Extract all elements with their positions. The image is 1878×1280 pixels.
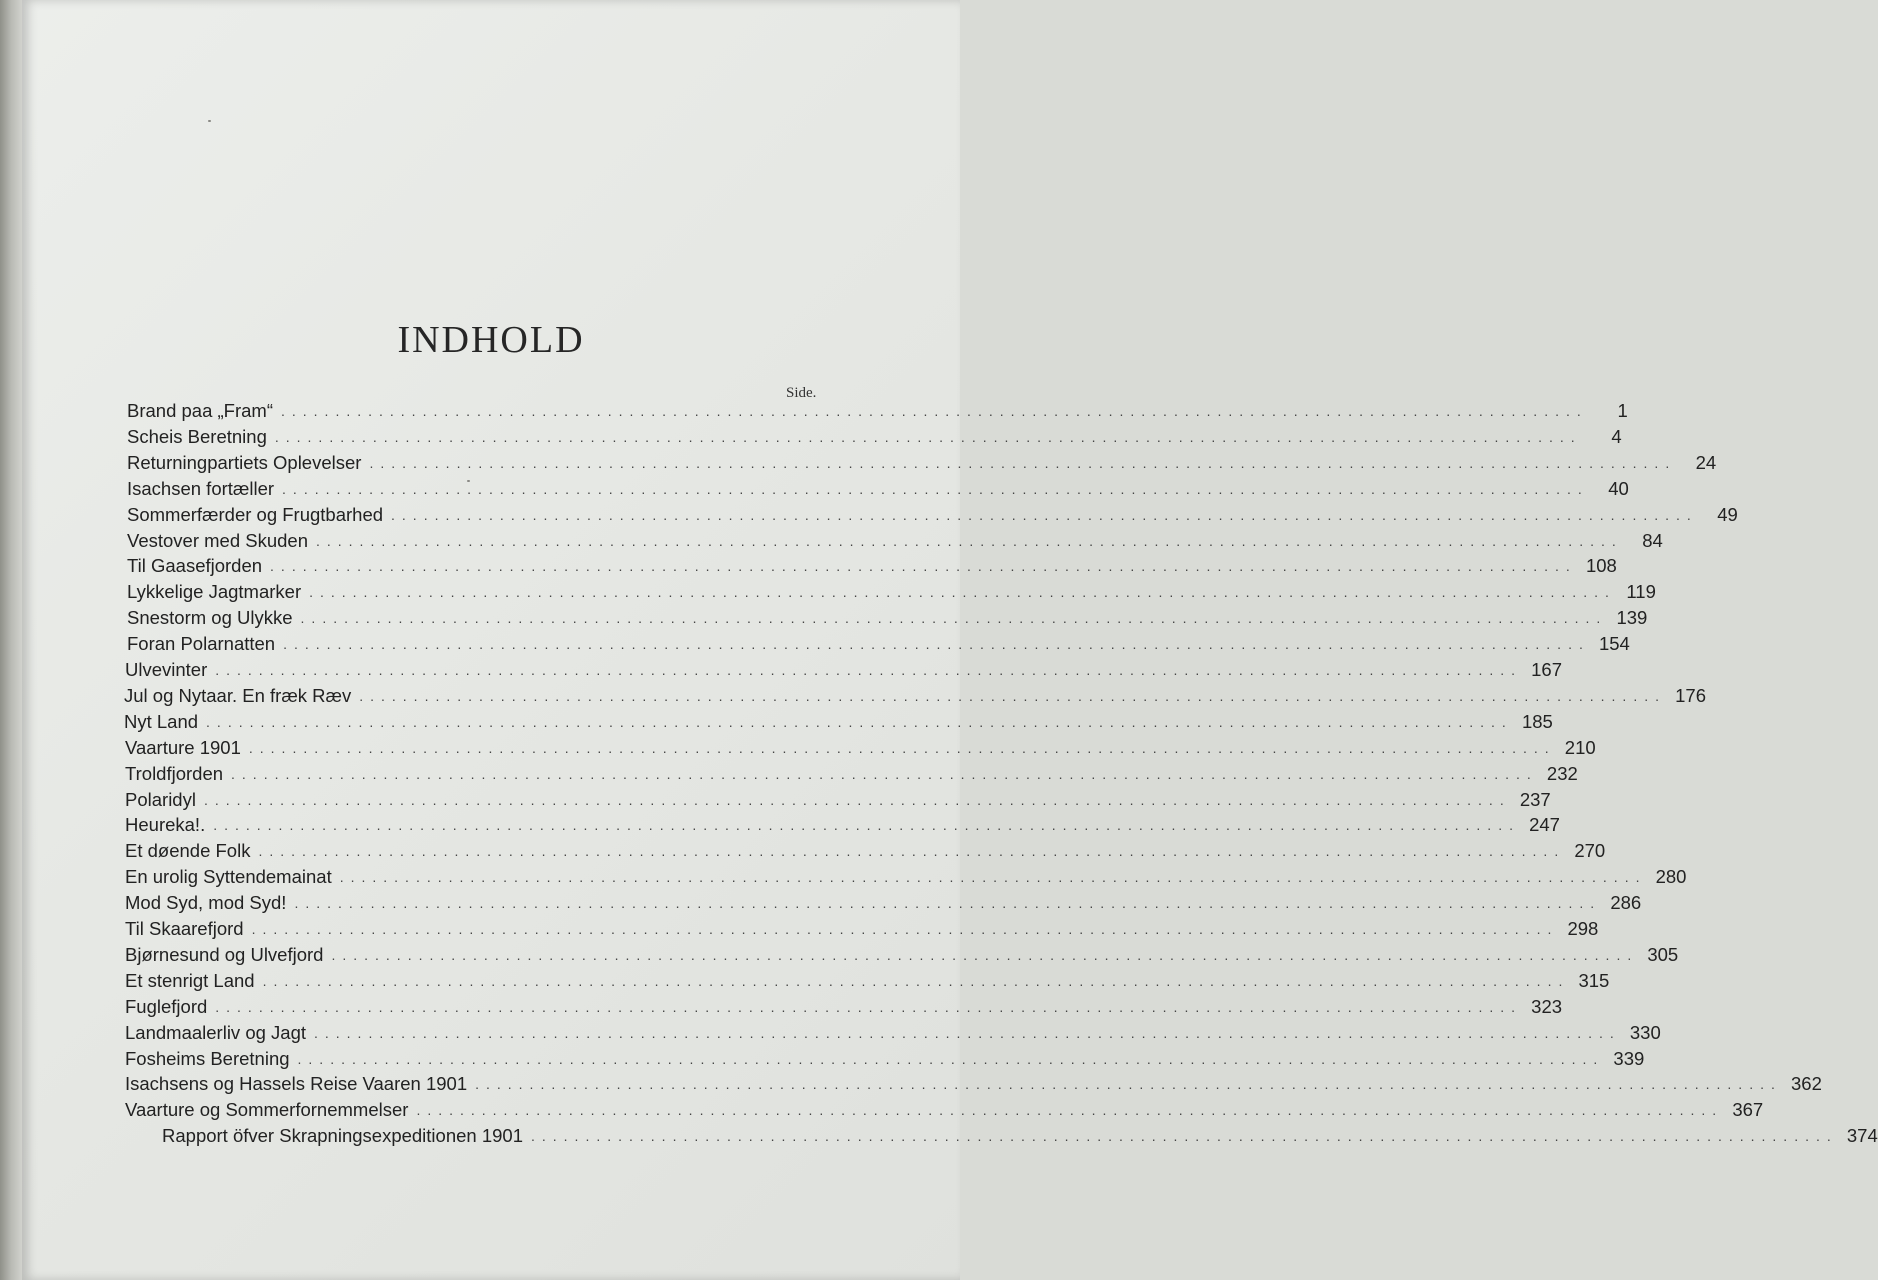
toc-entry-page-number: 315: [1578, 969, 1610, 991]
dot-leader: ........................................................................................................................: [258, 843, 1566, 860]
toc-entry-title: Troldfjorden: [125, 762, 224, 784]
toc-entry: [127, 528, 1663, 552]
dot-leader: ........................................................................................................................: [282, 480, 1589, 497]
dot-leader: ........................................................................................................................: [294, 895, 1602, 912]
toc-entry-title: Ulvevinter: [125, 659, 208, 680]
toc-entry: [125, 916, 1599, 940]
toc-entry-page-number: 49: [1717, 503, 1738, 525]
dot-leader: ........................................................................................................................: [339, 869, 1647, 886]
toc-entry-title: Vaarture og Sommerfornemmelser: [125, 1099, 409, 1121]
toc-entry-page-number: 176: [1675, 684, 1706, 706]
toc-entry: [124, 709, 1553, 733]
toc-entry-page-number: 185: [1521, 710, 1553, 732]
dot-leader: ........................................................................................................................: [215, 662, 1523, 678]
toc-entry-page-number: 280: [1655, 866, 1687, 888]
toc-entry-title: Jul og Nytaar. En fræk Ræv: [124, 684, 352, 706]
toc-entry-title: Scheis Beretning: [127, 425, 267, 447]
toc-entry-title: Polaridyl: [125, 788, 196, 810]
toc-entry: [125, 1046, 1645, 1070]
toc-entry: [127, 398, 1628, 422]
toc-entry-title: Til Skaarefjord: [125, 918, 244, 939]
dot-leader: ........................................................................................................................: [316, 532, 1623, 549]
toc-entry-page-number: 330: [1629, 1021, 1661, 1043]
toc-entry-page-number: 362: [1791, 1073, 1822, 1095]
dot-leader: ........................................................................................................................: [281, 403, 1588, 419]
toc-entry-page-number: 305: [1647, 943, 1679, 965]
toc-entry: [125, 864, 1687, 888]
dot-leader: ........................................................................................................................: [331, 946, 1639, 963]
toc-entry-title: Returningpartiets Oplevelser: [127, 451, 362, 473]
toc-entry: [162, 1123, 1878, 1147]
toc-entry: [127, 605, 1648, 629]
dot-leader: ........................................................................................................................: [300, 610, 1608, 627]
toc-entry: [125, 1020, 1661, 1044]
toc-entry-title: Landmaalerliv og Jagt: [125, 1021, 306, 1043]
toc-entry-page-number: 298: [1567, 918, 1599, 939]
dot-leader: ........................................................................................................................: [369, 454, 1677, 471]
toc-entry-title: Isachsens og Hassels Reise Vaaren 1901: [125, 1073, 468, 1095]
toc-entry-page-number: 210: [1564, 736, 1596, 758]
dot-leader: ........................................................................................................................: [215, 998, 1523, 1015]
toc-entry-title: Foran Polarnatten: [127, 633, 276, 655]
toc-entry-title: Bjørnesund og Ulvefjord: [125, 943, 324, 965]
toc-entry-title: Sommerfærder og Frugtbarhed: [127, 503, 384, 525]
dot-leader: ........................................................................................................................: [297, 1050, 1605, 1067]
dot-leader: ........................................................................................................................: [206, 713, 1513, 730]
toc-entry-title: Heureka!.: [125, 814, 206, 836]
toc-entry-title: Nyt Land: [124, 710, 199, 732]
toc-entry-page-number: 1: [1617, 400, 1628, 421]
toc-entry-page-number: 237: [1519, 788, 1551, 810]
toc-entry-page-number: 24: [1695, 451, 1717, 473]
paper-speck: [208, 120, 211, 122]
dot-leader: ........................................................................................................................: [231, 765, 1538, 782]
toc-entry-page-number: 286: [1610, 892, 1642, 914]
toc-entry: [127, 476, 1629, 500]
toc-entry: [125, 1071, 1822, 1095]
toc-entry: [127, 553, 1617, 577]
dot-leader: ........................................................................................................................: [251, 921, 1559, 937]
toc-entry-page-number: 154: [1598, 633, 1630, 655]
page-title: INDHOLD: [397, 319, 585, 361]
dot-leader: ........................................................................................................................: [213, 817, 1520, 834]
toc-entry-page-number: 40: [1608, 477, 1629, 499]
page-column-label: Side.: [786, 385, 817, 401]
toc-entry-page-number: 247: [1529, 814, 1560, 836]
book-page: [22, 0, 1878, 1280]
toc-entry-title: Fuglefjord: [125, 995, 208, 1017]
toc-entry: [125, 1097, 1764, 1121]
dot-leader: ........................................................................................................................: [359, 687, 1666, 704]
toc-entry-title: Snestorm og Ulykke: [127, 607, 293, 629]
toc-entry-title: Lykkelige Jagtmarker: [127, 581, 302, 603]
dot-leader: ........................................................................................................................: [274, 428, 1582, 445]
toc-entry-title: Mod Syd, mod Syd!: [125, 892, 287, 914]
toc-entry-page-number: 270: [1574, 840, 1606, 862]
toc-entry-page-number: 4: [1611, 425, 1622, 447]
toc-entry-page-number: 84: [1642, 529, 1663, 551]
toc-entry: [125, 761, 1578, 785]
toc-entry-title: Et stenrigt Land: [125, 969, 255, 991]
dot-leader: ........................................................................................................................: [203, 791, 1511, 808]
dot-leader: ........................................................................................................................: [283, 636, 1590, 653]
toc-entry-title: Brand paa „Fram“: [127, 400, 273, 421]
toc-entry: [125, 735, 1596, 759]
dot-leader: ........................................................................................................................: [248, 739, 1556, 756]
toc-entry: [125, 968, 1610, 992]
toc-entry: [125, 942, 1679, 966]
toc-entry: [125, 812, 1560, 836]
dot-leader: ........................................................................................................................: [391, 506, 1698, 523]
toc-entry-title: Et døende Folk: [125, 840, 251, 862]
dot-leader: ........................................................................................................................: [270, 558, 1577, 575]
dot-leader: ........................................................................................................................: [531, 1128, 1838, 1145]
toc-entry-page-number: 367: [1732, 1099, 1764, 1121]
toc-entry-title: Vestover med Skuden: [127, 529, 308, 551]
toc-entry: [124, 683, 1706, 707]
toc-entry-page-number: 232: [1546, 762, 1578, 784]
toc-entry-title: Til Gaasefjorden: [127, 555, 263, 577]
dot-leader: ........................................................................................................................: [475, 1076, 1782, 1093]
dot-leader: ........................................................................................................................: [314, 1024, 1621, 1041]
toc-entry: [125, 787, 1551, 811]
toc-entry-page-number: 323: [1531, 995, 1563, 1017]
toc-entry-title: Fosheims Beretning: [125, 1047, 290, 1069]
toc-entry-page-number: 119: [1626, 581, 1656, 603]
toc-entry: [127, 424, 1622, 448]
dot-leader: ........................................................................................................................: [262, 972, 1570, 989]
dot-leader: ........................................................................................................................: [416, 1102, 1724, 1119]
toc-entry: [127, 631, 1630, 655]
toc-entry-page-number: 108: [1585, 555, 1617, 577]
toc-entry: [127, 579, 1656, 603]
toc-entry: [125, 994, 1563, 1018]
toc-entry-title: En urolig Syttendemainat: [125, 866, 332, 888]
toc-entry: [125, 657, 1563, 681]
toc-entry-title: Isachsen fortæller: [127, 477, 275, 499]
toc-entry-page-number: 139: [1616, 607, 1648, 629]
toc-entry-page-number: 339: [1613, 1047, 1645, 1069]
dot-leader: ........................................................................................................................: [309, 584, 1616, 601]
toc-entry-page-number: 374: [1846, 1125, 1878, 1147]
toc-entry: [125, 838, 1606, 862]
toc-entry: [127, 502, 1738, 526]
toc-entry-page-number: 167: [1531, 659, 1563, 680]
toc-entry-title: Rapport öfver Skrapningsexpeditionen 1901: [162, 1125, 523, 1147]
toc-entry-title: Vaarture 1901: [125, 736, 241, 758]
toc-entry: [127, 450, 1717, 474]
toc-entry: [125, 890, 1642, 914]
